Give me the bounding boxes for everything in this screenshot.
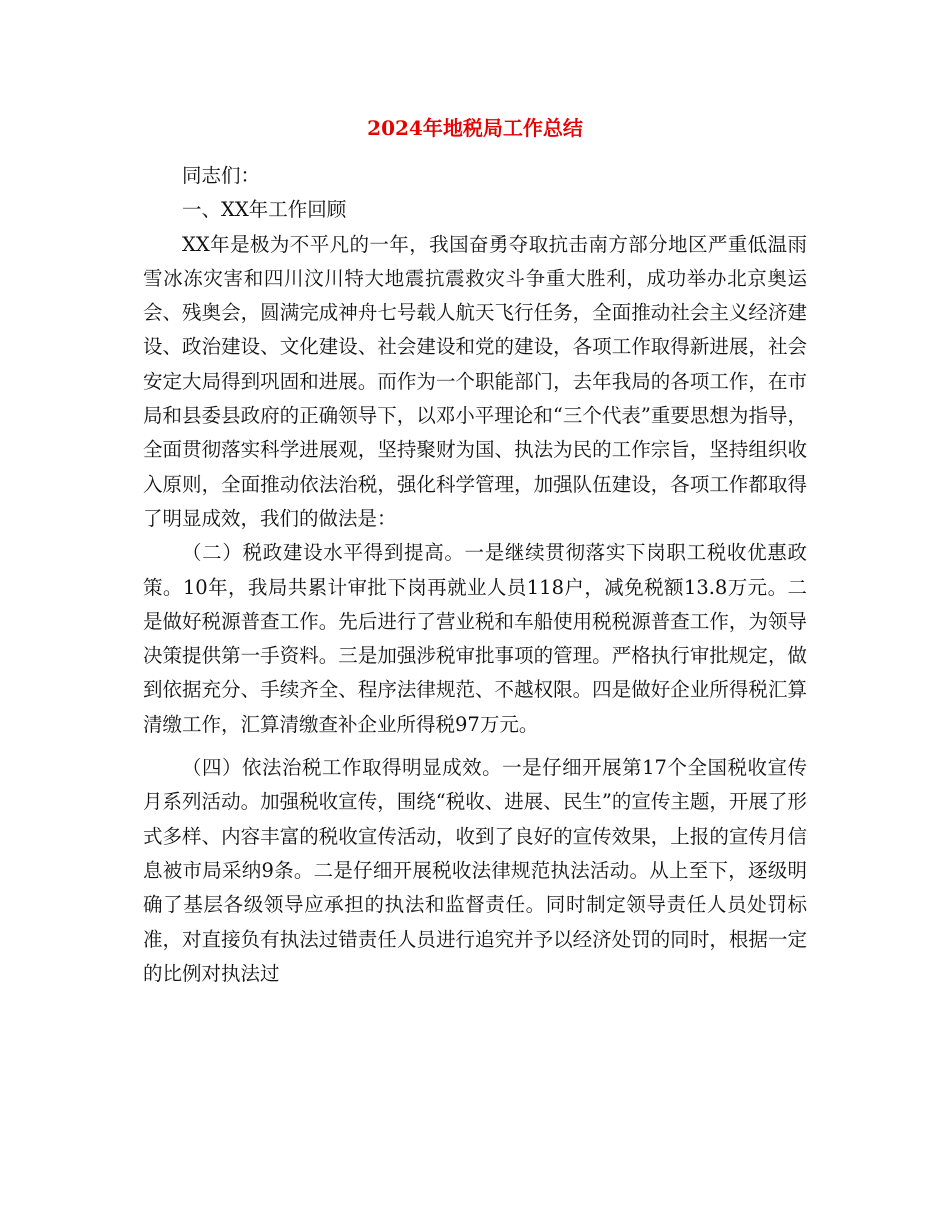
document-body	[143, 159, 807, 991]
section-heading: 一、XX年工作回顾	[182, 198, 347, 222]
greeting: 同志们：	[182, 164, 261, 187]
paragraph-review: XX年是极为不平凡的一年，我国奋勇夺取抗击南方部分地区严重低温雨雪冰冻灾害和四川汶川特大地震抗震救灾斗争重大胜利，成功举办北京奥运会、残奥会，圆满完成神舟七号载人航天飞行任务，全面推动社会主义经济建设、政治建设、文化建设、社会建设和党的建设，各项工作取得新进展，社会安定大局得到巩固和进展。而作为一个职能部门，去年我局的各项工作，在市局和县委县政府的正确领导下，以邓小平理论和“三个代表”重要思想为指导，全面贯彻落实科学进展观，坚持聚财为国、执法为民的工作宗旨，坚持组织收入原则，全面推动依法治税，强化科学管理，加强队伍建设，各项工作都取得了明显成效，我们的做法是：	[143, 232, 807, 530]
document-title: 2024年地税局工作总结	[367, 116, 583, 140]
paragraph-tax-policy: （二）税政建设水平得到提高。一是继续贯彻落实下岗职工税收优惠政策。10年，我局共累计审批下岗再就业人员118户，减免税额13.8万元。二是做好税源普查工作。先后进行了营业税和车船使用税税源普查工作，为领导决策提供第一手资料。三是加强涉税审批事项的管理。严格执行审批规定，做到依据充分、手续齐全、程序法律规范、不越权限。四是做好企业所得税汇算清缴工作，汇算清缴查补企业所得税97万元。	[143, 541, 807, 736]
paragraph-rule-of-law: （四）依法治税工作取得明显成效。一是仔细开展第17个全国税收宣传月系列活动。加强税收宣传，围绕“税收、进展、民生”的宣传主题，开展了形式多样、内容丰富的税收宣传活动，收到了良好的宣传效果，上报的宣传月信息被市局采纳9条。二是仔细开展税收法律规范执法活动。从上至下，逐级明确了基层各级领导应承担的执法和监督责任。同时制定领导责任人员处罚标准，对直接负有执法过错责任人员进行追究并予以经济处罚的同时，根据一定的比例对执法过	[143, 756, 807, 985]
